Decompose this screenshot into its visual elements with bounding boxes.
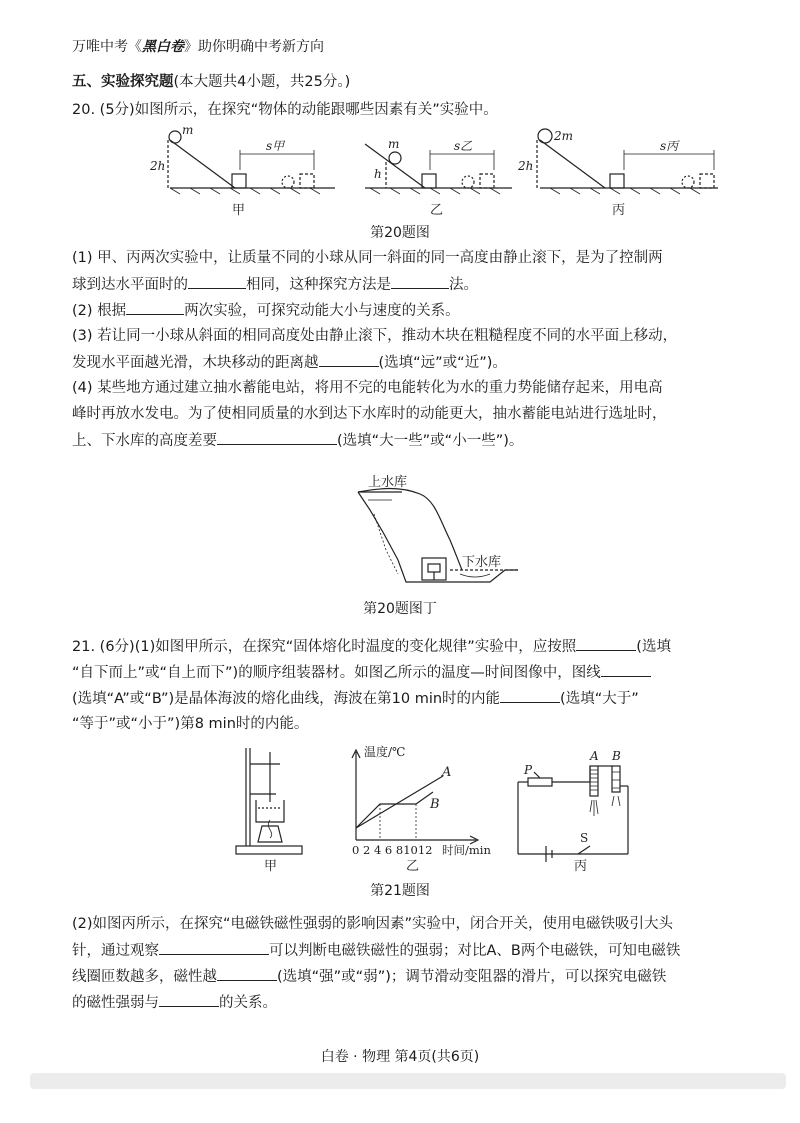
label-2h-jia: 2h — [150, 159, 166, 173]
section-title: 五、实验探究题(本大题共4小题，共25分。) — [72, 74, 351, 90]
label-a: A — [590, 749, 599, 763]
x-axis-label: 时间/min — [442, 843, 491, 857]
label-upper-reservoir: 上水库 — [368, 475, 408, 490]
answer-blank[interactable] — [217, 966, 277, 981]
brand-name: 黑白卷 — [142, 39, 184, 55]
label-h-yi: h — [374, 167, 382, 181]
q20-part1-line2: 球到达水平面时的 相同，这种探究方法是 法。 — [72, 274, 478, 295]
q21-line1: 21. (6分)(1)如图甲所示，在探究“固体熔化时温度的变化规律”实验中，应按照 (选填 — [72, 636, 671, 657]
label-bing: 丙 — [612, 203, 626, 218]
answer-blank[interactable] — [601, 662, 651, 677]
q21-part2-line2: 针，通过观察 可以判断电磁铁磁性的强弱；对比A、B两个电磁铁，可知电磁铁 — [72, 940, 680, 961]
answer-blank[interactable] — [217, 430, 337, 445]
q20-figure-caption: 第20题图 — [370, 225, 430, 241]
q20-part3-line1: (3) 若让同一小球从斜面的相同高度处由静止滚下，推动木块在粗糙程度不同的水平面上移动， — [72, 328, 678, 344]
q20-pumped-storage-figure — [340, 470, 530, 595]
q21-part2-line1: (2)如图丙所示，在探究“电磁铁磁性强弱的影响因素”实验中，闭合开关，使用电磁铁吸引大头 — [72, 916, 674, 932]
q21-part2-line3: 线圈匝数越多，磁性越 (选填“强”或“弱”)；调节滑动变阻器的滑片，可以探究电磁铁 — [72, 966, 666, 987]
q21-part2-line4: 的磁性强弱与 的关系。 — [72, 992, 277, 1013]
answer-blank[interactable] — [500, 688, 560, 703]
curve-b-label: B — [430, 797, 440, 812]
q21-line2: “自下而上”或“自上而下”)的顺序组装器材。如图乙所示的温度—时间图像中，图线 — [72, 662, 651, 683]
label-jia: 甲 — [232, 203, 246, 218]
scan-edge — [30, 1073, 786, 1089]
q21-figure-caption: 第21题图 — [370, 883, 430, 899]
answer-blank[interactable] — [319, 352, 379, 367]
x-axis-ticks: 0 2 4 6 81012 — [352, 843, 433, 857]
curve-a-label: A — [442, 765, 452, 780]
q20-part3-line2: 发现水平面越光滑，木块移动的距离越 (选填“远”或“近”)。 — [72, 352, 507, 373]
label-b: B — [612, 749, 621, 763]
label-s: S — [580, 831, 589, 845]
q20-stem: 20. (5分)如图所示，在探究“物体的动能跟哪些因素有关”实验中。 — [72, 102, 498, 118]
q21-figure — [228, 742, 648, 877]
label-jia: 甲 — [264, 859, 278, 874]
label-s-jia: s甲 — [266, 139, 285, 153]
q20-part4-line1: (4) 某些地方通过建立抽水蓄能电站，将用不完的电能转化为水的重力势能储存起来，用电高 — [72, 380, 663, 396]
answer-blank[interactable] — [126, 300, 184, 315]
q20-part4-line3: 上、下水库的高度差要 (选填“大一些”或“小一些”)。 — [72, 430, 523, 451]
answer-blank[interactable] — [391, 274, 449, 289]
q20-part4-line2: 峰时再放水发电。为了使相同质量的水到达下水库时的动能更大，抽水蓄能电站进行选址时， — [72, 406, 667, 422]
label-2h-bing: 2h — [518, 159, 534, 173]
label-m-jia: m — [182, 123, 194, 137]
page-header: 万唯中考《黑白卷》助你明确中考新方向 — [72, 39, 324, 55]
curve-b — [356, 792, 433, 828]
q20-part2: (2) 根据 两次实验，可探究动能大小与速度的关系。 — [72, 300, 460, 321]
answer-blank[interactable] — [576, 636, 636, 651]
q20-figure2-caption: 第20题图丁 — [363, 601, 437, 617]
q20-part1-line1: (1) 甲、丙两次实验中，让质量不同的小球从同一斜面的同一高度由静止滚下，是为了控制两 — [72, 250, 663, 266]
label-bing: 丙 — [574, 859, 588, 874]
answer-blank[interactable] — [188, 274, 246, 289]
label-2m-bing: 2m — [554, 129, 574, 143]
label-s-yi: s乙 — [454, 139, 473, 153]
y-axis-label: 温度/℃ — [364, 745, 406, 759]
label-yi: 乙 — [430, 203, 444, 218]
q21-line4: “等于”或“小于”)第8 min时的内能。 — [72, 716, 309, 732]
label-yi: 乙 — [406, 859, 420, 874]
label-p: P — [524, 763, 533, 777]
answer-blank[interactable] — [159, 940, 269, 955]
label-m-yi: m — [388, 137, 400, 151]
answer-blank[interactable] — [159, 992, 219, 1007]
label-s-bing: s丙 — [660, 139, 679, 153]
label-lower-reservoir: 下水库 — [462, 555, 502, 570]
page-footer: 白卷 · 物理 第4页(共6页) — [320, 1049, 480, 1065]
q20-ramp-figure — [140, 122, 720, 222]
q21-line3: (选填“A”或“B”)是晶体海波的熔化曲线，海波在第10 min时的内能 (选填“大于” — [72, 688, 639, 709]
